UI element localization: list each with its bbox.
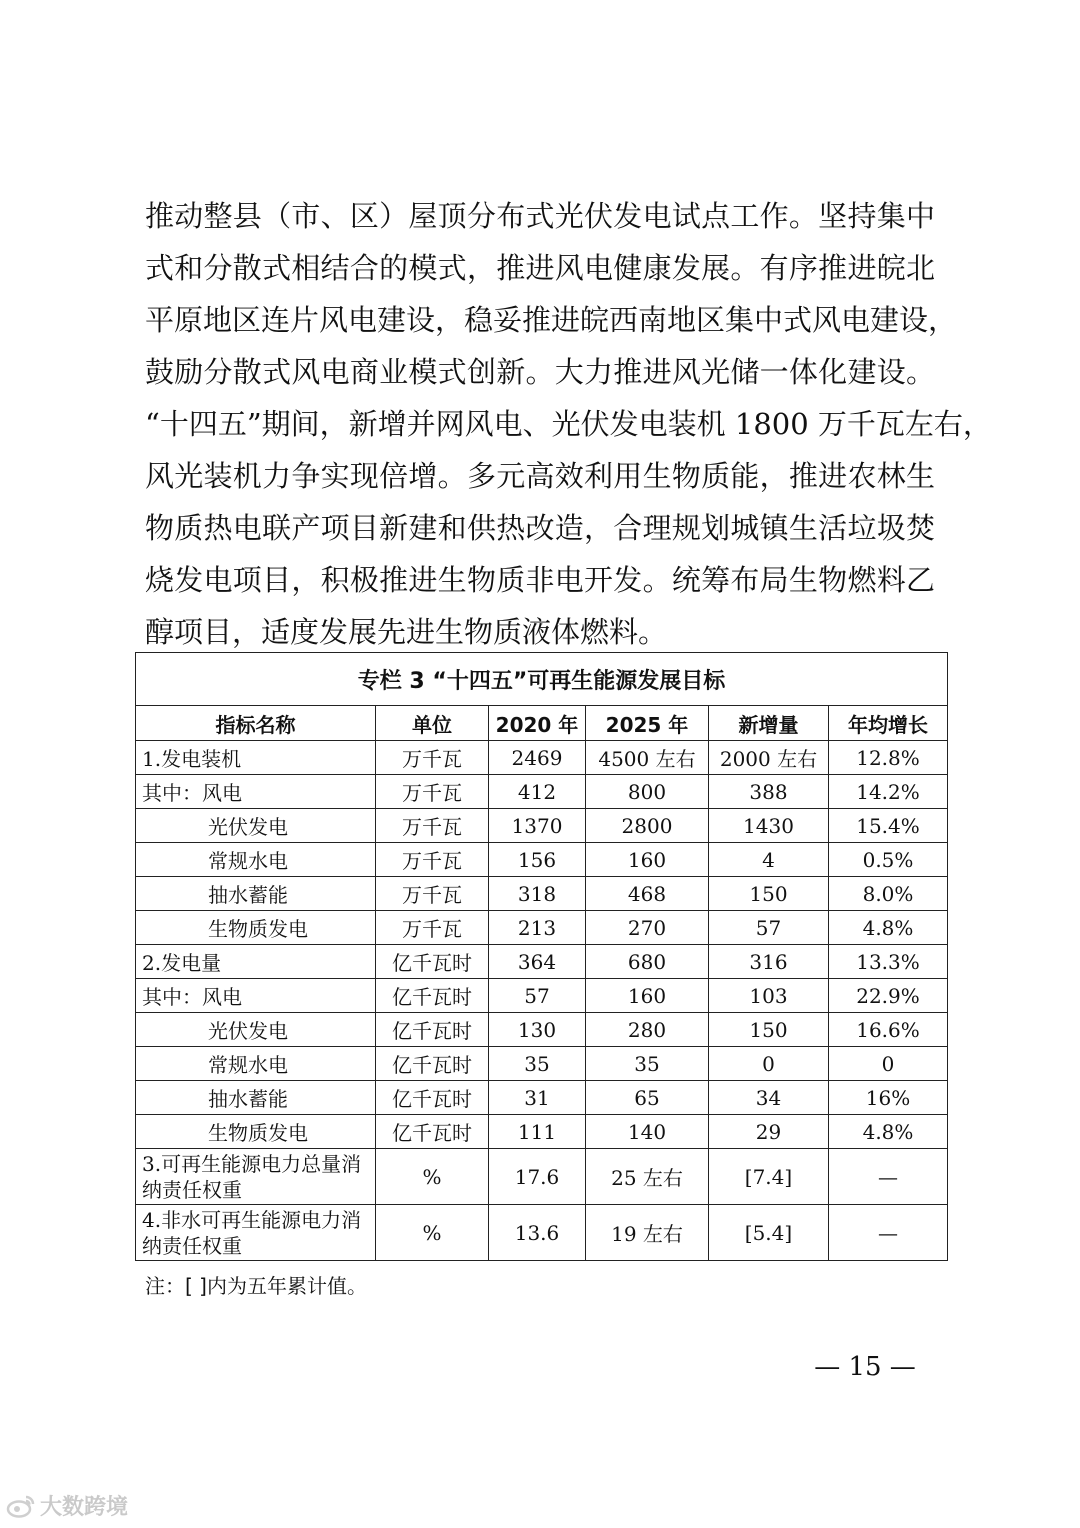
paragraph-line: “十四五”期间，新增并网风电、光伏发电装机 1800 万千瓦左右， xyxy=(145,407,992,441)
cell-increment: 2000 左右 xyxy=(709,741,829,775)
paragraph-line: 平原地区连片风电建设，稳妥推进皖西南地区集中式风电建设， xyxy=(145,303,958,337)
cell-2020: 156 xyxy=(489,843,586,877)
target-table-container xyxy=(135,652,947,1261)
cell-2025: 270 xyxy=(586,911,709,945)
cell-2020: 111 xyxy=(489,1115,586,1149)
cell-2025: 160 xyxy=(586,979,709,1013)
cell-2025: 35 xyxy=(586,1047,709,1081)
cell-2025: 2800 xyxy=(586,809,709,843)
watermark xyxy=(6,1490,128,1521)
cell-2020: 318 xyxy=(489,877,586,911)
cell-unit: % xyxy=(376,1205,489,1261)
cell-indicator-name: 其中：风电 xyxy=(136,775,376,809)
cell-increment: 29 xyxy=(709,1115,829,1149)
cell-2020: 1370 xyxy=(489,809,586,843)
cell-2020: 57 xyxy=(489,979,586,1013)
cell-unit: % xyxy=(376,1149,489,1205)
cell-annual-growth: 0.5% xyxy=(829,843,948,877)
cell-2025: 280 xyxy=(586,1013,709,1047)
table-row xyxy=(136,843,948,877)
header-2025: 2025 年 xyxy=(586,706,709,741)
cell-2020: 13.6 xyxy=(489,1205,586,1261)
cell-annual-growth: 0 xyxy=(829,1047,948,1081)
cell-2020: 2469 xyxy=(489,741,586,775)
table-header-row xyxy=(136,706,948,741)
paragraph-line: 醇项目，适度发展先进生物质液体燃料。 xyxy=(145,615,668,649)
paragraph-line: 物质热电联产项目新建和供热改造，合理规划城镇生活垃圾焚 xyxy=(145,511,935,545)
cell-increment: 150 xyxy=(709,877,829,911)
cell-annual-growth: 4.8% xyxy=(829,1115,948,1149)
paragraph-line: 式和分散式相结合的模式，推进风电健康发展。有序推进皖北 xyxy=(145,251,935,285)
cell-increment: [7.4] xyxy=(709,1149,829,1205)
cell-unit: 亿千瓦时 xyxy=(376,945,489,979)
paragraph-line: 鼓励分散式风电商业模式创新。大力推进风光储一体化建设。 xyxy=(145,355,935,389)
table-title: 专栏 3 “十四五”可再生能源发展目标 xyxy=(136,653,948,706)
table-row xyxy=(136,1115,948,1149)
cell-2025: 140 xyxy=(586,1115,709,1149)
paragraph-line: 烧发电项目，积极推进生物质非电开发。统筹布局生物燃料乙 xyxy=(145,563,935,597)
cell-increment: 316 xyxy=(709,945,829,979)
cell-annual-growth: 13.3% xyxy=(829,945,948,979)
cell-increment: 150 xyxy=(709,1013,829,1047)
table-body xyxy=(136,741,948,1261)
cell-annual-growth: — xyxy=(829,1205,948,1261)
cell-2025: 160 xyxy=(586,843,709,877)
header-annual-growth: 年均增长 xyxy=(829,706,948,741)
cell-indicator-name: 2.发电量 xyxy=(136,945,376,979)
cell-unit: 亿千瓦时 xyxy=(376,1115,489,1149)
cell-unit: 万千瓦 xyxy=(376,877,489,911)
cell-2025: 468 xyxy=(586,877,709,911)
cell-annual-growth: 8.0% xyxy=(829,877,948,911)
body-paragraph xyxy=(145,190,992,658)
cell-indicator-name: 抽水蓄能 xyxy=(136,1081,376,1115)
paragraph-line: 推动整县（市、区）屋顶分布式光伏发电试点工作。坚持集中 xyxy=(145,199,935,233)
cell-annual-growth: 16.6% xyxy=(829,1013,948,1047)
cell-2020: 17.6 xyxy=(489,1149,586,1205)
cell-increment: [5.4] xyxy=(709,1205,829,1261)
table-row xyxy=(136,877,948,911)
cell-2025: 25 左右 xyxy=(586,1149,709,1205)
header-indicator-name: 指标名称 xyxy=(136,706,376,741)
cell-2025: 4500 左右 xyxy=(586,741,709,775)
cell-indicator-name: 抽水蓄能 xyxy=(136,877,376,911)
cell-increment: 388 xyxy=(709,775,829,809)
table-row xyxy=(136,979,948,1013)
cell-indicator-name: 1.发电装机 xyxy=(136,741,376,775)
weibo-logo-icon xyxy=(6,1494,36,1518)
paragraph-line: 风光装机力争实现倍增。多元高效利用生物质能，推进农林生 xyxy=(145,459,935,493)
cell-2020: 130 xyxy=(489,1013,586,1047)
cell-indicator-name: 生物质发电 xyxy=(136,1115,376,1149)
cell-indicator-name: 生物质发电 xyxy=(136,911,376,945)
cell-annual-growth: 4.8% xyxy=(829,911,948,945)
cell-unit: 万千瓦 xyxy=(376,775,489,809)
cell-2025: 800 xyxy=(586,775,709,809)
header-unit: 单位 xyxy=(376,706,489,741)
cell-2020: 35 xyxy=(489,1047,586,1081)
page-number: — 15 — xyxy=(814,1352,916,1382)
cell-indicator-name: 常规水电 xyxy=(136,843,376,877)
cell-increment: 34 xyxy=(709,1081,829,1115)
cell-unit: 万千瓦 xyxy=(376,843,489,877)
cell-2025: 680 xyxy=(586,945,709,979)
cell-annual-growth: 14.2% xyxy=(829,775,948,809)
cell-2020: 31 xyxy=(489,1081,586,1115)
cell-unit: 亿千瓦时 xyxy=(376,1013,489,1047)
cell-2020: 213 xyxy=(489,911,586,945)
cell-2020: 412 xyxy=(489,775,586,809)
cell-unit: 亿千瓦时 xyxy=(376,1047,489,1081)
table-row xyxy=(136,741,948,775)
cell-increment: 57 xyxy=(709,911,829,945)
table-row xyxy=(136,945,948,979)
table-row xyxy=(136,911,948,945)
cell-unit: 万千瓦 xyxy=(376,809,489,843)
table-row xyxy=(136,1205,948,1261)
cell-2025: 65 xyxy=(586,1081,709,1115)
cell-indicator-name: 常规水电 xyxy=(136,1047,376,1081)
renewable-energy-targets-table xyxy=(135,652,948,1261)
cell-annual-growth: — xyxy=(829,1149,948,1205)
header-2020: 2020 年 xyxy=(489,706,586,741)
cell-increment: 4 xyxy=(709,843,829,877)
cell-annual-growth: 16% xyxy=(829,1081,948,1115)
cell-indicator-name: 光伏发电 xyxy=(136,1013,376,1047)
cell-unit: 亿千瓦时 xyxy=(376,979,489,1013)
cell-unit: 亿千瓦时 xyxy=(376,1081,489,1115)
cell-annual-growth: 15.4% xyxy=(829,809,948,843)
cell-annual-growth: 22.9% xyxy=(829,979,948,1013)
table-row xyxy=(136,1149,948,1205)
cell-2020: 364 xyxy=(489,945,586,979)
cell-increment: 103 xyxy=(709,979,829,1013)
watermark-text: 大数跨境 xyxy=(40,1495,129,1520)
table-footnote: 注：[ ]内为五年累计值。 xyxy=(145,1274,367,1298)
cell-increment: 1430 xyxy=(709,809,829,843)
table-row xyxy=(136,775,948,809)
table-row xyxy=(136,1013,948,1047)
cell-indicator-name: 3.可再生能源电力总量消纳责任权重 xyxy=(136,1149,376,1205)
table-row xyxy=(136,1047,948,1081)
cell-increment: 0 xyxy=(709,1047,829,1081)
cell-indicator-name: 其中：风电 xyxy=(136,979,376,1013)
cell-indicator-name: 4.非水可再生能源电力消纳责任权重 xyxy=(136,1205,376,1261)
table-row xyxy=(136,809,948,843)
cell-annual-growth: 12.8% xyxy=(829,741,948,775)
cell-2025: 19 左右 xyxy=(586,1205,709,1261)
cell-unit: 万千瓦 xyxy=(376,911,489,945)
table-row xyxy=(136,1081,948,1115)
cell-indicator-name: 光伏发电 xyxy=(136,809,376,843)
header-increment: 新增量 xyxy=(709,706,829,741)
cell-unit: 万千瓦 xyxy=(376,741,489,775)
